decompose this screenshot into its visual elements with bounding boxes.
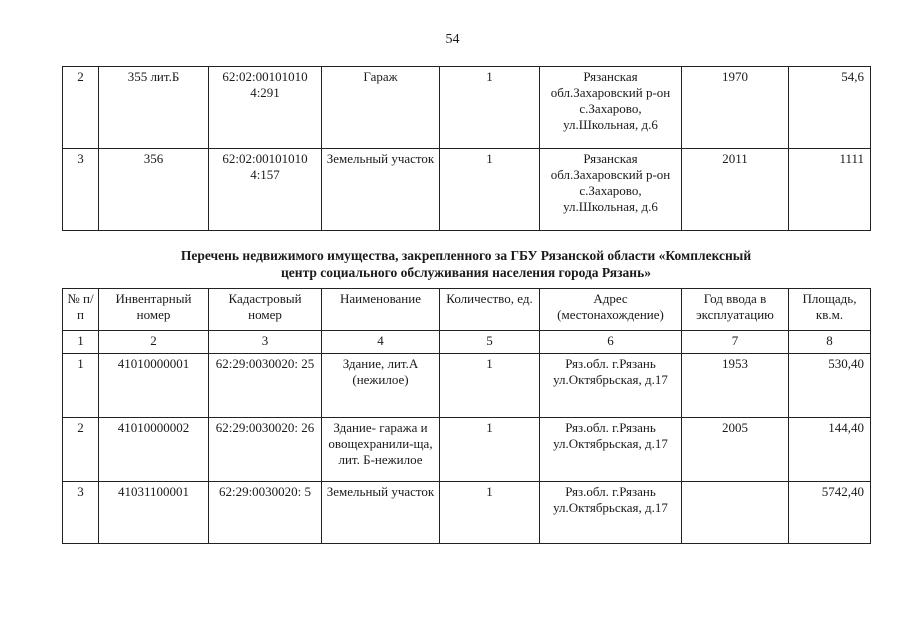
table-row xyxy=(63,67,871,149)
table-cell: Здание, лит.А (нежилое) xyxy=(322,354,440,418)
table-cell: Ряз.обл. г.Рязань ул.Октябрьская, д.17 xyxy=(540,418,682,482)
table-cell: Гараж xyxy=(322,67,440,149)
table-row xyxy=(63,354,871,418)
table-cell: 2 xyxy=(63,67,99,149)
column-number-row xyxy=(63,331,871,354)
header-cell: Год ввода в эксплуатацию xyxy=(682,289,789,331)
table-cell: Ряз.обл. г.Рязань ул.Октябрьская, д.17 xyxy=(540,354,682,418)
table-cell: 3 xyxy=(63,149,99,231)
property-table-continued xyxy=(62,66,871,231)
table-cell: Рязанская обл.Захаровский р-он с.Захарово, ул.Школьная, д.6 xyxy=(540,67,682,149)
table-cell: 41010000001 xyxy=(99,354,209,418)
table-cell: 62:02:00101010 4:291 xyxy=(209,67,322,149)
column-number: 1 xyxy=(63,331,99,354)
table-cell: 41031100001 xyxy=(99,482,209,544)
header-cell: Адрес (местонахождение) xyxy=(540,289,682,331)
table-cell: 1953 xyxy=(682,354,789,418)
header-cell: Наименование xyxy=(322,289,440,331)
section-heading-line2: центр социального обслуживания населения города Рязань» xyxy=(281,265,651,280)
column-number: 8 xyxy=(789,331,871,354)
table-cell: 1970 xyxy=(682,67,789,149)
table-cell: 62:29:0030020: 26 xyxy=(209,418,322,482)
section-heading xyxy=(62,247,870,281)
table-cell: 144,40 xyxy=(789,418,871,482)
column-number: 6 xyxy=(540,331,682,354)
table-cell: 356 xyxy=(99,149,209,231)
table-cell: Ряз.обл. г.Рязань ул.Октябрьская, д.17 xyxy=(540,482,682,544)
table-cell: Земельный участок xyxy=(322,149,440,231)
table-row xyxy=(63,418,871,482)
column-number: 4 xyxy=(322,331,440,354)
section-heading-line1: Перечень недвижимого имущества, закрепленного за ГБУ Рязанской области «Комплексный xyxy=(180,248,752,263)
table-cell xyxy=(682,482,789,544)
column-number: 3 xyxy=(209,331,322,354)
table-cell: 1 xyxy=(440,418,540,482)
column-number: 5 xyxy=(440,331,540,354)
property-table xyxy=(62,288,871,544)
table-cell: 2011 xyxy=(682,149,789,231)
table-cell: 1 xyxy=(440,149,540,231)
header-cell: Площадь, кв.м. xyxy=(789,289,871,331)
table-cell: Здание- гаража и овощехранили-ща, лит. Б-нежилое xyxy=(322,418,440,482)
column-number: 7 xyxy=(682,331,789,354)
table-cell: 2 xyxy=(63,418,99,482)
header-cell: Кадастровый номер xyxy=(209,289,322,331)
table-cell: 1 xyxy=(440,482,540,544)
table-row xyxy=(63,482,871,544)
table-cell: 54,6 xyxy=(789,67,871,149)
table-cell: 62:29:0030020: 25 xyxy=(209,354,322,418)
table-cell: 41010000002 xyxy=(99,418,209,482)
table-cell: 1 xyxy=(440,354,540,418)
table-cell: 530,40 xyxy=(789,354,871,418)
header-cell: № п/п xyxy=(63,289,99,331)
table-cell: 355 лит.Б xyxy=(99,67,209,149)
table-header-row xyxy=(63,289,871,331)
table-cell: Рязанская обл.Захаровский р-он с.Захарово, ул.Школьная, д.6 xyxy=(540,149,682,231)
header-cell: Количество, ед. xyxy=(440,289,540,331)
table-cell: 3 xyxy=(63,482,99,544)
table-cell: 62:29:0030020: 5 xyxy=(209,482,322,544)
header-cell: Инвентарный номер xyxy=(99,289,209,331)
table-cell: 1 xyxy=(440,67,540,149)
table-cell: 1111 xyxy=(789,149,871,231)
column-number: 2 xyxy=(99,331,209,354)
page-number: 54 xyxy=(445,32,460,47)
table-row xyxy=(63,149,871,231)
table-cell: 1 xyxy=(63,354,99,418)
table-cell: Земельный участок xyxy=(322,482,440,544)
table-cell: 62:02:00101010 4:157 xyxy=(209,149,322,231)
table-cell: 2005 xyxy=(682,418,789,482)
table-cell: 5742,40 xyxy=(789,482,871,544)
